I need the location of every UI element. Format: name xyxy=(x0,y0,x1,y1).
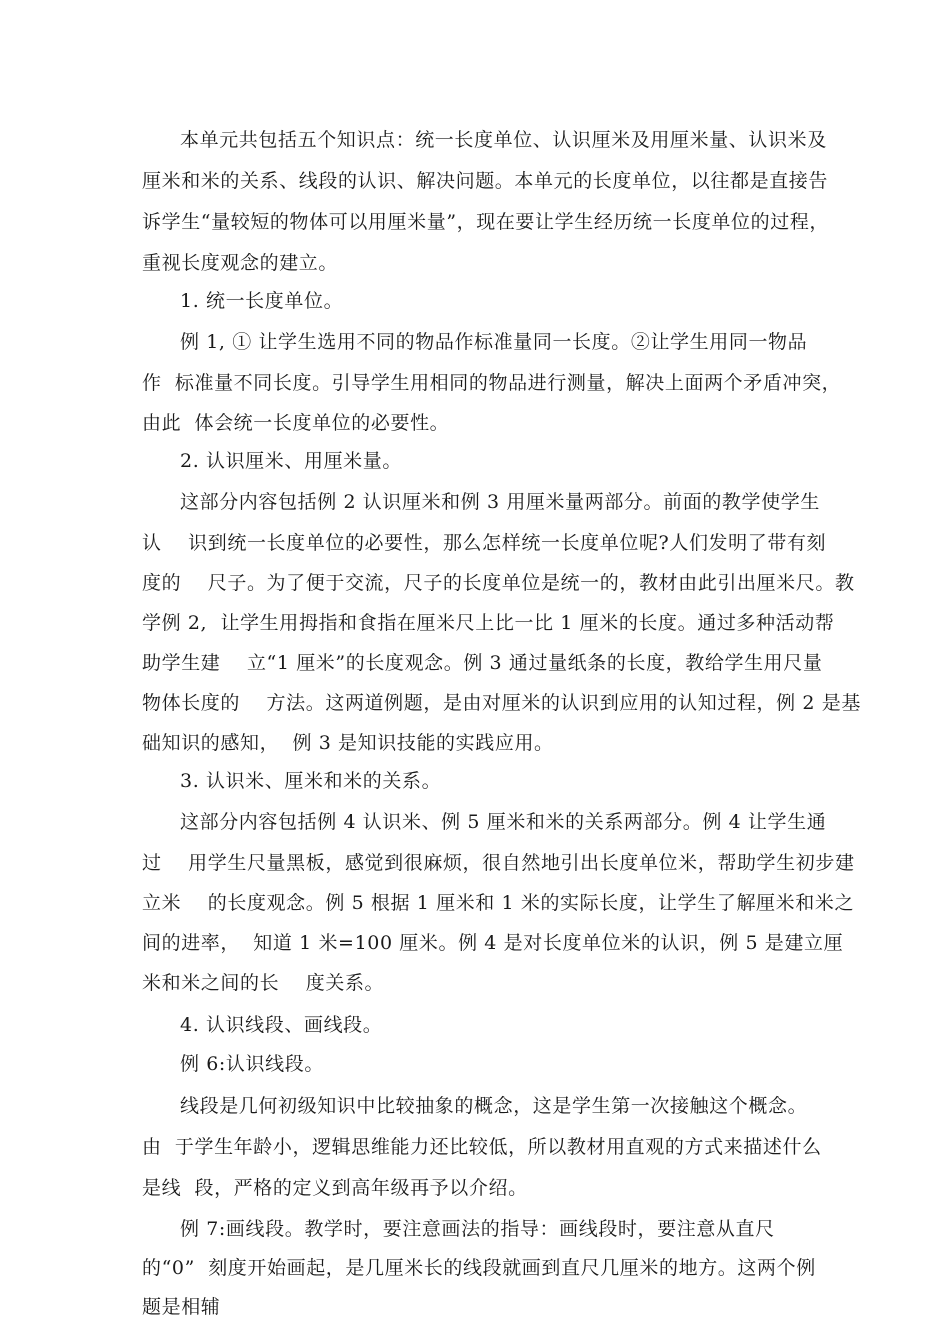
paragraph-line: 厘米和米的关系、线段的认识、解决问题。本单元的长度单位，以往都是直接告 xyxy=(142,170,829,192)
paragraph-line: 本单元共包括五个知识点：统一长度单位、认识厘米及用厘米量、认识米及 xyxy=(180,129,827,151)
paragraph-line: 例 1, ① 让学生选用不同的物品作标准量同一长度。②让学生用同一物品 xyxy=(180,331,808,353)
paragraph-line: 学例 2, 让学生用拇指和食指在厘米尺上比一比 1 厘米的长度。通过多种活动帮 xyxy=(142,612,835,634)
section-heading: 1. 统一长度单位。 xyxy=(180,290,344,312)
paragraph-line: 诉学生“量较短的物体可以用厘米量”，现在要让学生经历统一长度单位的过程， xyxy=(142,211,830,233)
paragraph-line: 认 识到统一长度单位的必要性，那么怎样统一长度单位呢?人们发明了带有刻 xyxy=(142,532,827,554)
section-heading: 3. 认识米、厘米和米的关系。 xyxy=(180,770,442,792)
paragraph-line: 由此 体会统一长度单位的必要性。 xyxy=(142,412,450,434)
example-heading: 例 6:认识线段。 xyxy=(180,1053,324,1075)
paragraph-line: 础知识的感知， 例 3 是知识技能的实践应用。 xyxy=(142,732,554,754)
section-heading: 2. 认识厘米、用厘米量。 xyxy=(180,450,402,472)
paragraph-line: 线段是几何初级知识中比较抽象的概念，这是学生第一次接触这个概念。 xyxy=(180,1095,808,1117)
paragraph-line: 这部分内容包括例 2 认识厘米和例 3 用厘米量两部分。前面的教学使学生 xyxy=(180,491,820,513)
paragraph-line: 助学生建 立“1 厘米”的长度观念。例 3 通过量纸条的长度，教给学生用尺量 xyxy=(142,652,823,674)
paragraph-line: 度的 尺子。为了便于交流，尺子的长度单位是统一的，教材由此引出厘米尺。教 xyxy=(142,572,855,594)
paragraph-line: 是线 段，严格的定义到高年级再予以介绍。 xyxy=(142,1177,528,1199)
paragraph-line: 题是相辅 xyxy=(142,1296,221,1318)
paragraph-line: 米和米之间的长 度关系。 xyxy=(142,972,385,994)
paragraph-line: 过 用学生尺量黑板，感觉到很麻烦，很自然地引出长度单位米，帮助学生初步建 xyxy=(142,852,855,874)
paragraph-line: 作 标准量不同长度。引导学生用相同的物品进行测量，解决上面两个矛盾冲突， xyxy=(142,372,842,394)
paragraph-line: 立米 的长度观念。例 5 根据 1 厘米和 1 米的实际长度，让学生了解厘米和米之 xyxy=(142,892,855,914)
section-heading: 4. 认识线段、画线段。 xyxy=(180,1014,383,1036)
paragraph-line: 间的进率， 知道 1 米=100 厘米。例 4 是对长度单位米的认识，例 5 是建立厘 xyxy=(142,932,844,954)
paragraph-line: 例 7:画线段。教学时，要注意画法的指导：画线段时，要注意从直尺 xyxy=(180,1218,775,1240)
paragraph-line: 这部分内容包括例 4 认识米、例 5 厘米和米的关系两部分。例 4 让学生通 xyxy=(180,811,827,833)
paragraph-line: 物体长度的 方法。这两道例题，是由对厘米的认识到应用的认知过程，例 2 是基 xyxy=(142,692,861,714)
paragraph-line: 由 于学生年龄小，逻辑思维能力还比较低，所以教材用直观的方式来描述什么 xyxy=(142,1136,822,1158)
paragraph-line: 的“0” 刻度开始画起，是几厘米长的线段就画到直尺几厘米的地方。这两个例 xyxy=(142,1257,816,1279)
paragraph-line: 重视长度观念的建立。 xyxy=(142,252,339,274)
